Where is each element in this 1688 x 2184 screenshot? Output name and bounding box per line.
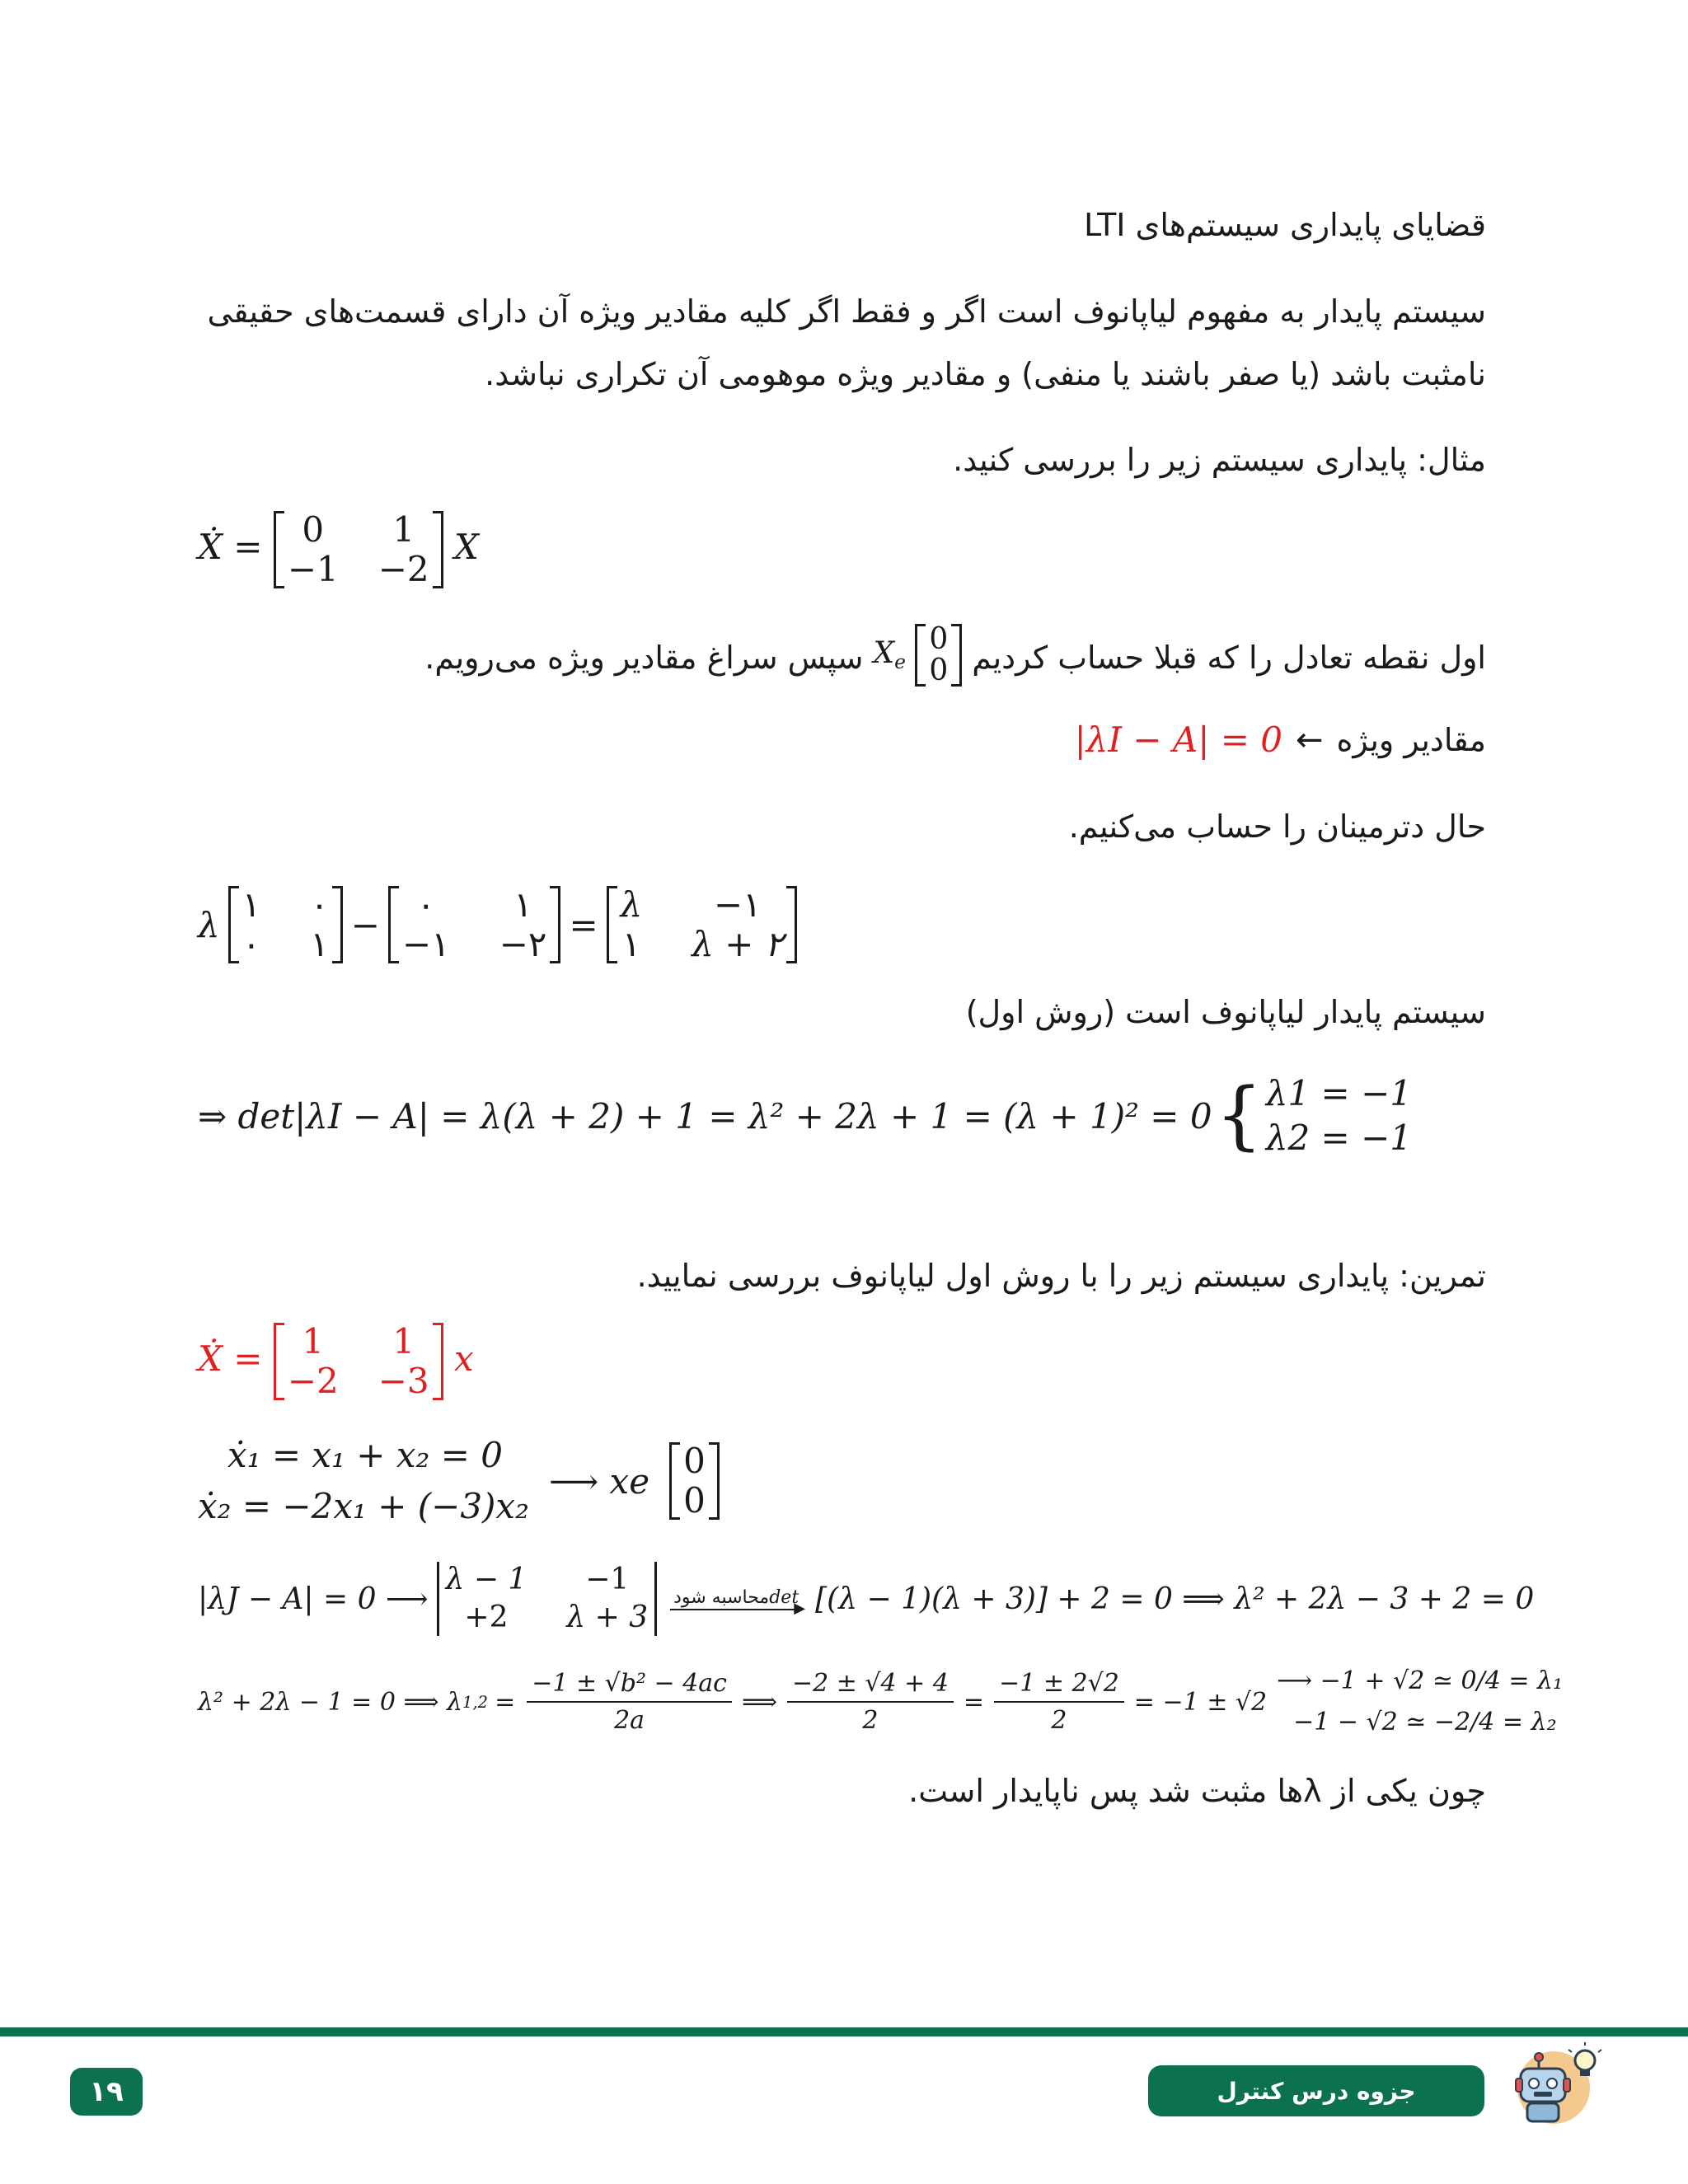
determinant-text: حال دترمینان را حساب می‌کنیم. (1068, 808, 1486, 845)
det-arrow: محاسبه شودdet ▶ (670, 1587, 802, 1610)
eigen-equation: |λI − A| = 0 (1074, 719, 1282, 760)
determinant-expression: λ ۱ ۰ ۰ ۱ − ۰ ۱ −۱ −۲ = λ −۱ ۱ λ + ۲ (198, 886, 797, 963)
page-number-badge: ۱۹ (70, 2068, 143, 2116)
eigen-label: مقادیر ویژه (1336, 722, 1486, 758)
example-heading: مثال: پایداری سیستم زیر را بررسی کنید. (953, 442, 1486, 478)
robot-lightbulb-icon (1496, 2042, 1611, 2133)
eigen-line (1075, 709, 1486, 771)
identity-matrix: ۱ ۰ ۰ ۱ (228, 886, 343, 963)
system1-matrix: 0 1 −1 −2 (274, 511, 443, 588)
system-equation-2: Ẋ = 1 1 −2 −3 x (198, 1321, 474, 1401)
roots-list: λ1 = −1 λ2 = −1 (1265, 1073, 1412, 1158)
state-equations: ẋ₁ = x₁ + x₂ = 0 ẋ₂ = −2x₁ + (−3)x₂ ⟶ xe 0 0 (198, 1430, 720, 1532)
intro-paragraph: سیستم پایدار به مفهوم لیاپانوف است اگر و فقط اگر کلیه مقادیر ویژه آن دارای قسمت‌های حقیقی نامثبت باشد (یا صفر باشند یا منفی) و مقادیر ویژه موهومی آن تکراری نباشد. (207, 293, 1486, 392)
footer-divider (0, 2027, 1688, 2036)
determinant-line-2: |λJ − A| = 0 ⟶ λ − 1 −1 +2 λ + 3 محاسبه شودdet ▶ [(λ − 1)(λ + 3)] + 2 = 0 ⟹ λ² + 2λ − 3 + 2 = 0 (198, 1563, 1535, 1634)
system1-rhs: X (454, 527, 479, 567)
stable-statement: سیستم پایدار لیاپانوف است (روش اول) (965, 994, 1486, 1030)
determinant-solution: ⇒ det|λI − A| = λ(λ + 2) + 1 = λ² + 2λ + 1 = (λ + 1)² = 0 { λ1 = −1 λ2 = −1 (198, 1072, 1412, 1159)
system1-lhs: Ẋ = (198, 527, 263, 567)
booklet-title-badge: جزوه درس کنترل (1148, 2065, 1484, 2116)
left-arrow-icon: ← (1295, 721, 1324, 759)
system-equation-1 (198, 511, 479, 588)
quadratic-solution: λ² + 2λ − 1 = 0 ⟹ λ 1,2 = $\frac{\text{−1 ± √b² − 4ac}}{2a}$ ⟹ $\frac{-2 \pm √4 + 4}{2}$ = $\frac{-1 \pm 2√2}{2}$ = −1 ± √2 ⟶ −1 + √2 ≃ 0/4 = λ₁ −1 − √2 ≃ −2/4 = λ₂ (198, 1666, 1564, 1736)
system-matrix: ۰ ۱ −۱ −۲ (388, 886, 561, 963)
section-title: قضایای پایداری سیستم‌های LTI (1084, 207, 1486, 243)
equilibrium-text: اول نقطه تعادل را که قبلا حساب کردیم (972, 640, 1486, 676)
result-matrix: λ −۱ ۱ λ + ۲ (607, 886, 798, 963)
xe-symbol: $X_e$ 0 0 (873, 622, 962, 693)
exercise-heading: تمرین: پایداری سیستم زیر را با روش اول لیاپانوف بررسی نمایید. (636, 1258, 1486, 1294)
conclusion-text: چون یکی از λها مثبت شد پس ناپایدار است. (908, 1773, 1486, 1809)
equilibrium-line (424, 622, 1486, 693)
equilibrium-tail: سپس سراغ مقادیر ویژه می‌رویم. (424, 640, 864, 676)
